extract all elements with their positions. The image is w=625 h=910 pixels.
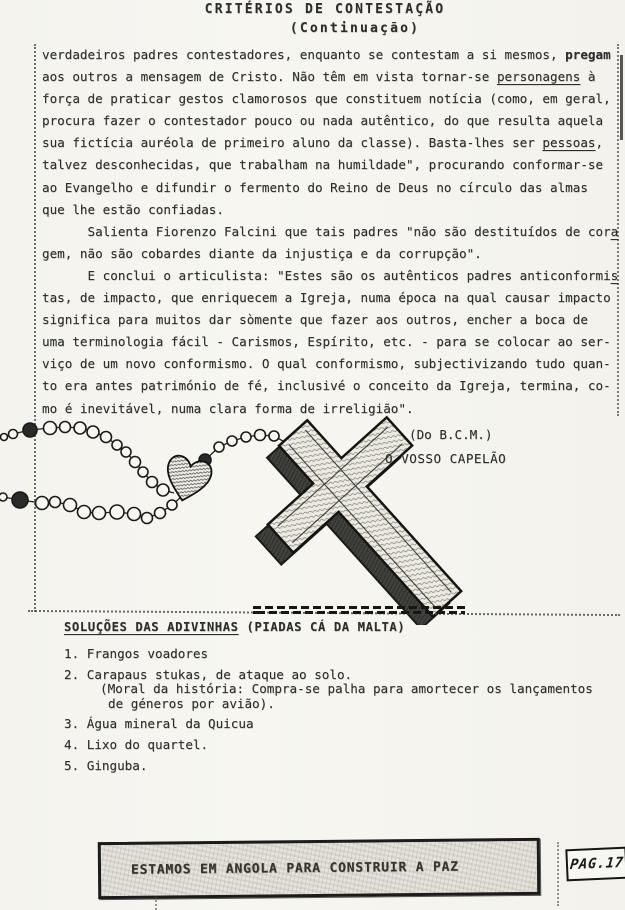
text-line: significa para muitos dar sòmente que fazer aos outros, encher a boca de bbox=[42, 312, 588, 328]
solution-note-line: (Moral da história: Compra-se palha para amortecer os lançamentos bbox=[100, 681, 593, 697]
text-line: gem, não são cobardes diante da injustiça e da corrupção". bbox=[42, 245, 482, 261]
solution-item: 1. Frangos voadores bbox=[64, 646, 209, 661]
text-line: Salienta Fiorenzo Falcini que tais padres "não são destituídos de cora bbox=[42, 223, 619, 239]
text-line: ao Evangelho e difundir o fermento do Reino de Deus no círculo das almas bbox=[42, 179, 588, 195]
credit-line: (Do B.C.M.) bbox=[409, 427, 493, 442]
solutions-list bbox=[64, 647, 593, 773]
solution-item: 4. Lixo do quartel. bbox=[64, 736, 209, 752]
text-line: to era antes património de fé, inclusivé o conceito da Igreja, termina, co- bbox=[42, 378, 611, 394]
text-line: sua fictícia auréola de primeiro aluno da classe). Basta-lhes ser pessoas, bbox=[42, 135, 604, 151]
scan-edge-artifact bbox=[620, 55, 623, 140]
solutions-heading-underlined: SOLUÇÕES DAS ADIVINHAS bbox=[64, 620, 239, 634]
document-subtitle: (Continuação) bbox=[289, 21, 421, 36]
text-line: E conclui o articulista: "Estes são os autênticos padres anticonformis bbox=[42, 267, 619, 283]
solution-item: 3. Água mineral da Quicua bbox=[64, 716, 254, 732]
signature-line: O VOSSO CAPELÃO bbox=[385, 451, 507, 466]
banner-text: ESTAMOS EM ANGOLA PARA CONSTRUIR A PAZ bbox=[130, 859, 459, 878]
solutions-heading bbox=[64, 620, 405, 634]
banner-box bbox=[98, 838, 541, 899]
document-title: CRITÉRIOS DE CONTESTAÇÃO bbox=[204, 2, 446, 17]
fold-line-artifact bbox=[557, 842, 559, 906]
text-line: verdadeiros padres contestadores, enquanto se contestam a si mesmos, pregam bbox=[42, 47, 611, 62]
article-body bbox=[42, 44, 620, 420]
text-line: procura fazer o contestador pouco ou nada autêntico, do que resulta aquela bbox=[42, 113, 604, 129]
text-line: uma terminologia fácil - Carismos, Espírito, etc. - para se colocar ao ser- bbox=[42, 334, 611, 350]
solution-item: 5. Ginguba. bbox=[64, 757, 148, 773]
text-line: aos outros a mensagem de Cristo. Não têm em vista tornar-se personagens à bbox=[42, 69, 596, 85]
dashed-divider-segment bbox=[253, 611, 465, 614]
text-line: que lhe estão confiadas. bbox=[42, 201, 224, 217]
rosary-beads bbox=[0, 422, 279, 524]
solution-item: 2. Carapaus stukas, de ataque ao solo. bbox=[64, 666, 353, 682]
page-number: PAG.17 bbox=[568, 854, 625, 874]
page-number-stamp bbox=[565, 847, 625, 882]
text-line: viço de um novo conformismo. O qual conformismo, subjectivizando tudo quan- bbox=[42, 356, 611, 372]
text-line: mo é inevitável, numa clara forma de irreligião". bbox=[42, 400, 414, 416]
text-line: tas, de impacto, que enriquecem a Igreja, numa época na qual causar impacto bbox=[42, 290, 611, 306]
text-line: força de praticar gestos clamorosos que constituem notícia (como, em geral, bbox=[42, 91, 611, 107]
text-line: talvez desconhecidas, que trabalham na humildade", procurando conformar-se bbox=[42, 157, 604, 173]
fold-line-artifact bbox=[155, 896, 157, 910]
dashed-divider-segment bbox=[253, 606, 465, 609]
solutions-heading-suffix: (PIADAS CÁ DA MALTA) bbox=[238, 620, 406, 634]
solution-note-line: de géneros por avião). bbox=[108, 695, 275, 711]
